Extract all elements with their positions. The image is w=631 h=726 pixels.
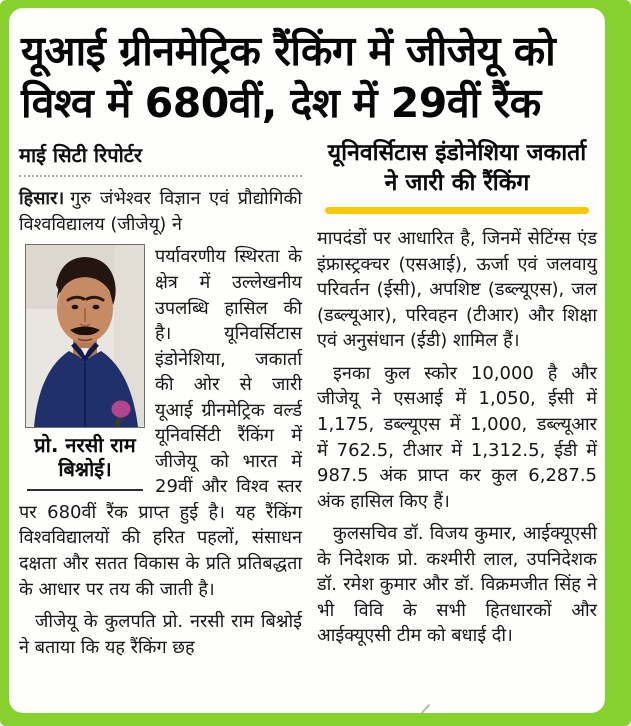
- paragraph-intro: [19, 186, 302, 237]
- byline-divider: [19, 175, 302, 177]
- dateline: हिसार।: [19, 188, 65, 210]
- paragraph-5: कुलसचिव डॉ. विजय कुमार, आईक्यूएसी के निदेशक प्रो. कश्मीरी लाल, उपनिदेशक डॉ. रमेश कुमार और डॉ. विक्रमजीत सिंह ने भी विवि के सभी हितधारकों और आईक्यूएसी टीम को बधाई दी।: [317, 523, 597, 647]
- photo-figure: [25, 244, 145, 490]
- portrait-photo: [25, 244, 145, 428]
- photo-wrap-block: [19, 244, 302, 602]
- subheadline: यूनिवर्सिटास इंडोनेशिया जकार्ता ने जारी की रैंकिंग: [327, 140, 587, 196]
- right-column: [317, 137, 597, 667]
- paragraph-3: मापदंडों पर आधारित है, जिनमें सेटिंग्स एंड इंफ्रास्ट्रक्चर (एसआई), ऊर्जा एवं जलवायु परिवर्तन (ईसी), अपशिष्ट (डब्ल्यूएस), जल (डब्ल्यूआर), परिवहन (टीआर) और शिक्षा एवं अनुसंधान (ईडी) शामिल हैं।: [317, 228, 597, 352]
- headline: यूआई ग्रीनमेट्रिक रैंकिंग में जीजेयू को विश्व में 680वीं, देश में 29वीं रैंक: [21, 27, 556, 127]
- paragraph-1-continued: पर्यावरणीय स्थिरता के क्षेत्र में उल्लेखनीय उपलब्धि हासिल की है। यूनिवर्सिटास इंडोनेशिया, जकार्ता की ओर से जारी यूआई ग्रीनमेट्रिक वर्ल्ड यूनिवर्सिटी रैंकिंग में जीजेयू को भारत में 29वीं और विश्व स्तर पर 680वीं रैंक प्राप्त हुई है। यह रैंकिंग विश्वविद्यालयों की हरित पहलों, संसाधन दक्षता और सतत विकास के प्रति प्रतिबद्धता के आधार पर तय की जाती है।: [19, 246, 302, 600]
- portrait-illustration: [26, 245, 144, 427]
- subheadline-underline: [325, 207, 588, 214]
- article-page: [9, 8, 605, 713]
- paragraph-2: जीजेयू के कुलपति प्रो. नरसी राम बिश्नोई ने बताया कि यह रैंकिंग छह: [19, 611, 302, 658]
- byline: माई सिटी रिपोर्टर: [19, 143, 143, 168]
- watermark-mark: [419, 704, 431, 713]
- caption-divider: [27, 489, 143, 491]
- article-body: [19, 137, 597, 667]
- left-column: [19, 137, 302, 667]
- paragraph-4: इनका कुल स्कोर 10,000 है और जीजेयू ने एसआई में 1,050, ईसी में 1,175, डब्ल्यूएस में 1,000, डब्ल्यूआर में 762.5, टीआर में 1,312.5, ईडी में 987.5 अंक प्राप्त कर कुल 6,287.5 अंक हासिल किए हैं।: [317, 362, 597, 512]
- subheadline-block: [317, 139, 597, 214]
- photo-caption: प्रो. नरसी राम बिश्नोई।: [34, 433, 136, 481]
- paragraph-intro-text: गुरु जंभेश्वर विज्ञान एवं प्रौद्योगिकी विश्वविद्यालय (जीजेयू) ने: [19, 188, 302, 235]
